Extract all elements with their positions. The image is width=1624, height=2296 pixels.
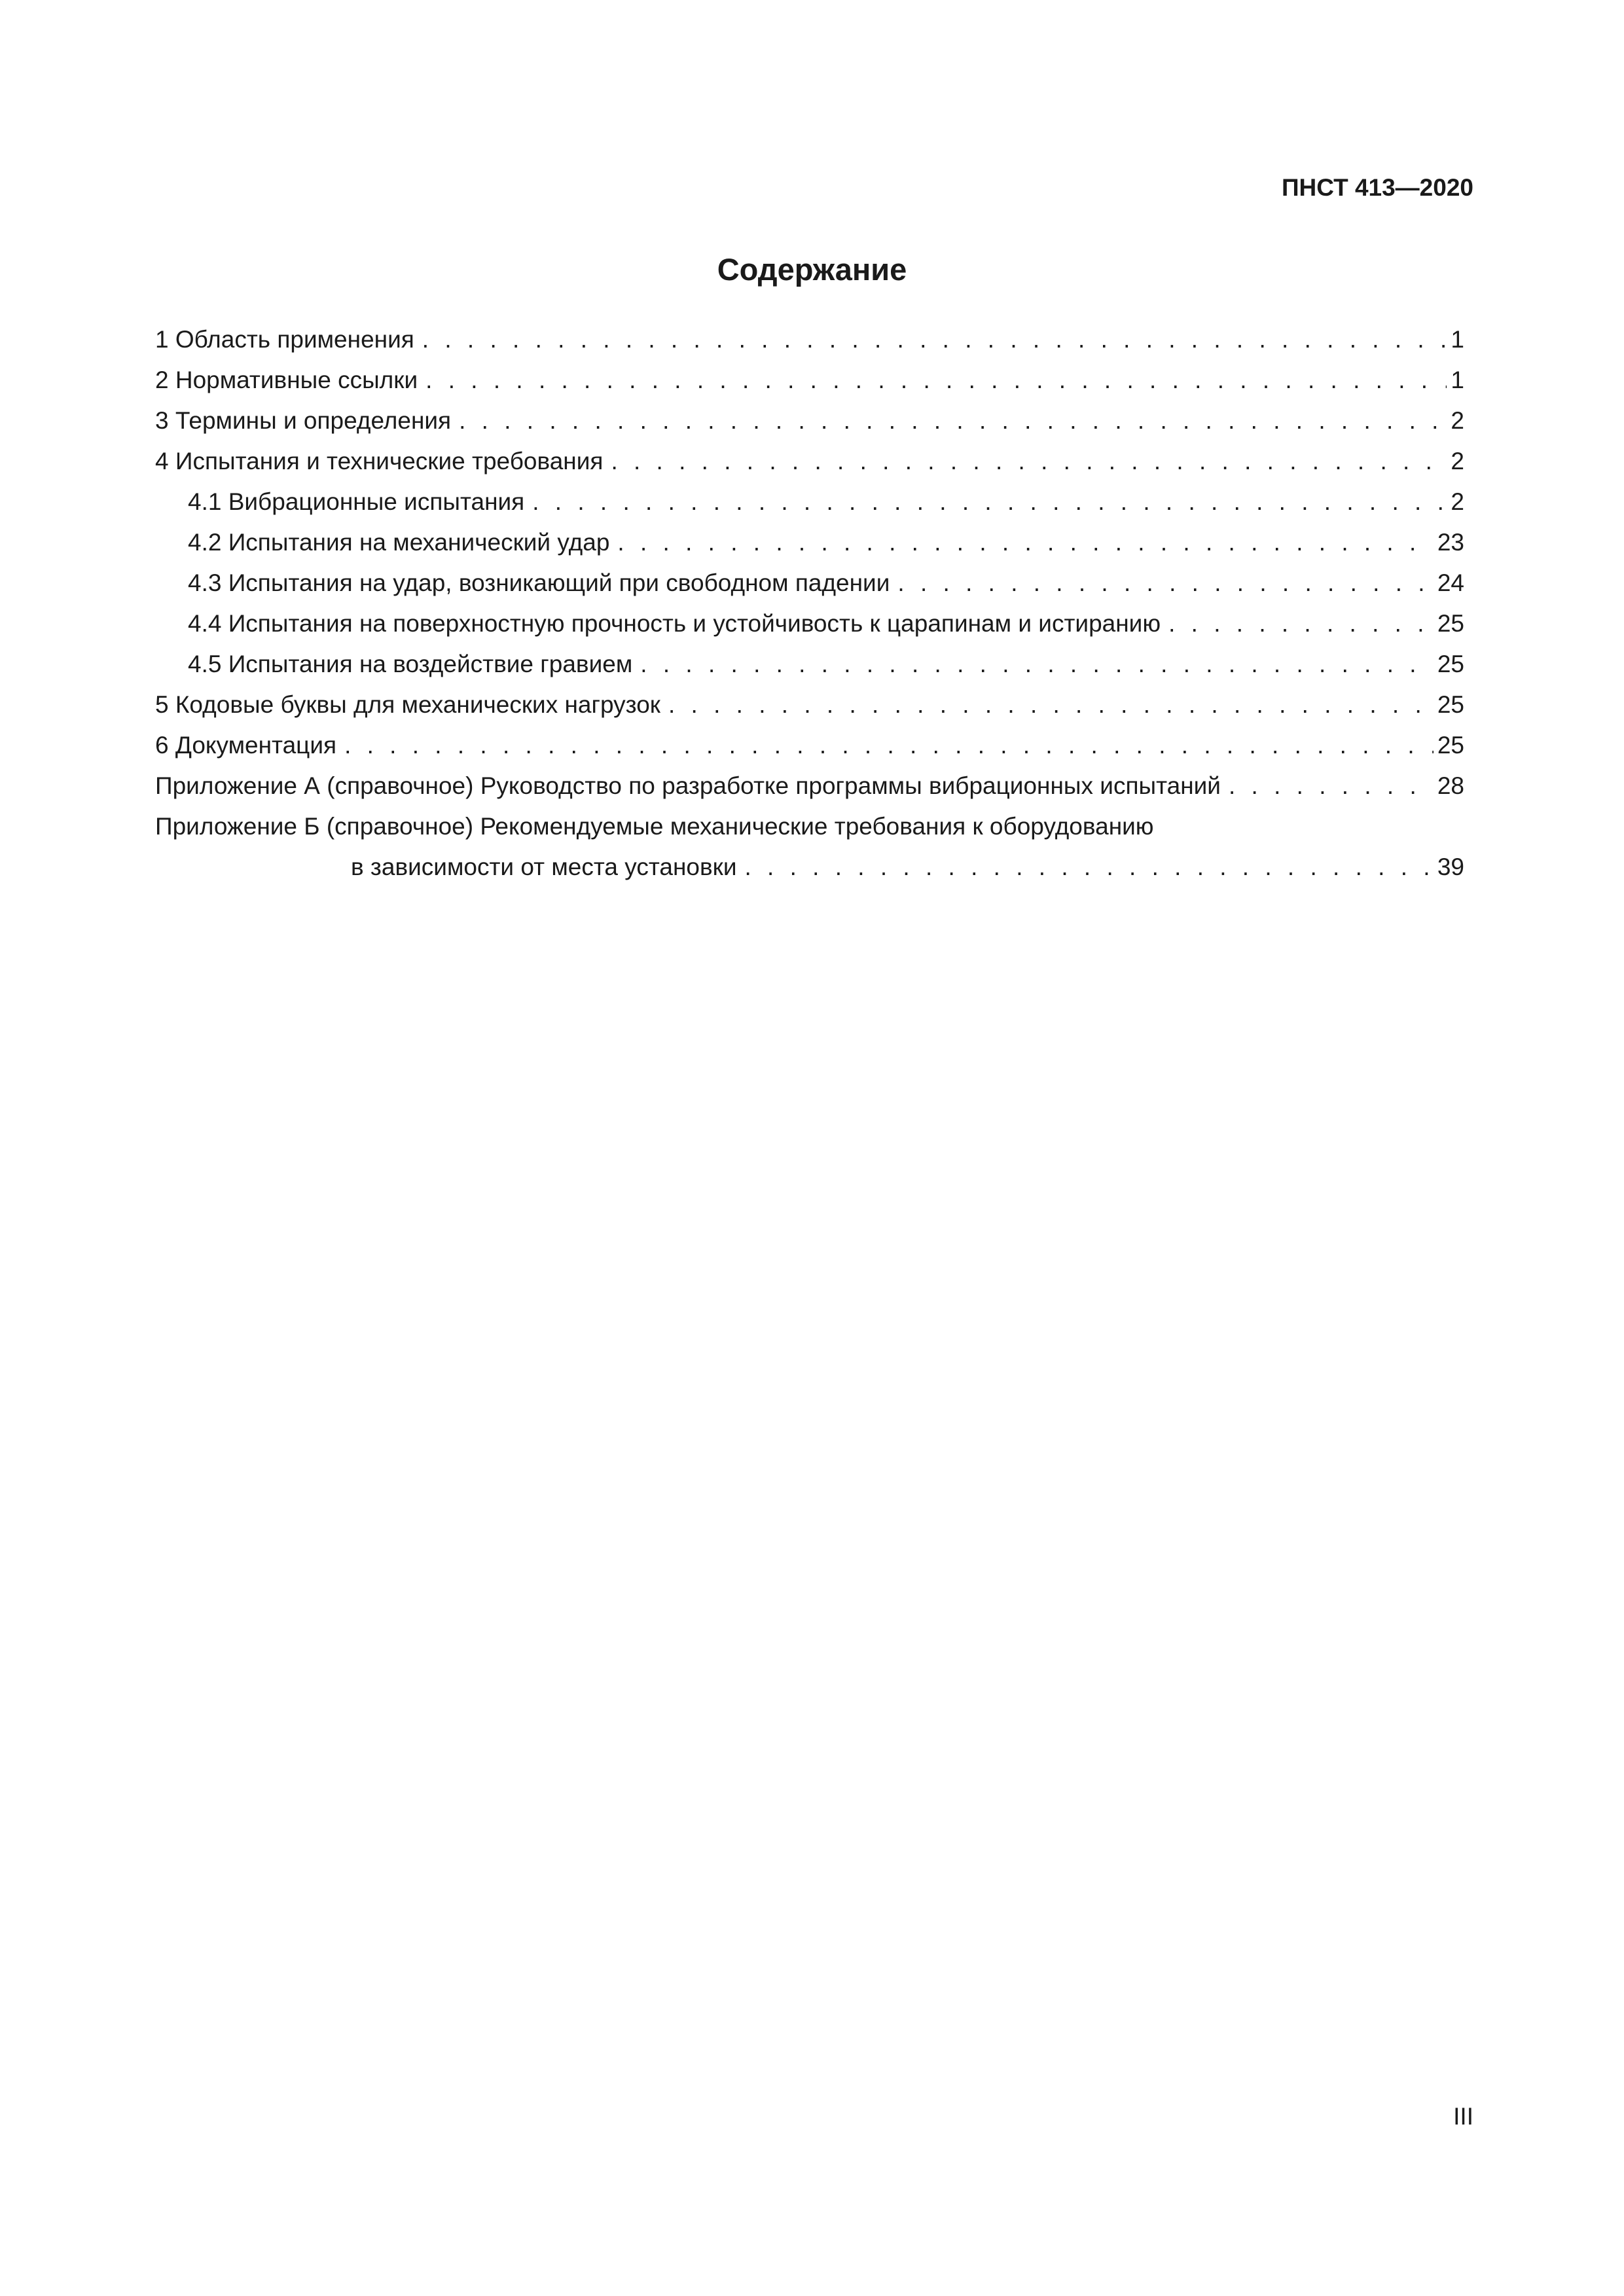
toc-entry-label: 4.2 Испытания на механический удар [188,529,610,556]
toc-entry-label-line2: в зависимости от места установки [351,853,737,880]
toc-entry-appendix-b[interactable] [155,806,1464,888]
toc-leader-dots [532,482,1447,522]
toc-entry-page: 2 [1451,448,1464,475]
toc-entry-label: 3 Термины и определения [155,407,452,434]
toc-subentry[interactable] [155,482,1464,522]
toc-entry-label: 4.5 Испытания на воздействие гравием [188,651,633,677]
toc-entry-label: 4.3 Испытания на удар, возникающий при свободном падении [188,569,890,596]
toc-entry-page: 28 [1437,772,1464,799]
toc-leader-dots [344,725,1434,766]
toc-leader-dots [422,319,1447,360]
toc-entry[interactable] [155,401,1464,441]
toc-entry[interactable] [155,319,1464,360]
toc-entry[interactable] [155,441,1464,482]
table-of-contents [155,319,1464,888]
toc-entry-page: 2 [1451,407,1464,434]
toc-subentry[interactable] [155,522,1464,563]
toc-title: Содержание [717,252,907,287]
toc-entry[interactable] [155,725,1464,766]
toc-leader-dots [668,685,1434,725]
toc-entry-label-line1: Приложение Б (справочное) Рекомендуемые механические требования к оборудованию [155,813,1154,840]
toc-entry-label: 2 Нормативные ссылки [155,367,418,393]
toc-leader-dots [1229,766,1434,806]
toc-subentry[interactable] [155,644,1464,685]
toc-entry-appendix-a[interactable] [155,766,1464,806]
toc-entry[interactable] [155,685,1464,725]
toc-entry-page: 1 [1451,326,1464,353]
toc-entry-label: 4 Испытания и технические требования [155,448,604,475]
toc-entry-page: 24 [1437,569,1464,596]
toc-entry-page: 39 [1437,853,1464,880]
toc-leader-dots [425,360,1447,401]
toc-subentry[interactable] [155,603,1464,644]
toc-leader-dots [897,563,1433,603]
toc-leader-dots [745,847,1434,888]
toc-entry-page: 25 [1437,651,1464,677]
toc-entry-page: 25 [1437,691,1464,718]
document-code: ПНСТ 413—2020 [1281,174,1473,201]
toc-subentry[interactable] [155,563,1464,603]
toc-entry-label: 6 Документация [155,732,337,759]
toc-entry[interactable] [155,360,1464,401]
toc-entry-page: 2 [1451,488,1464,515]
toc-entry-page: 25 [1437,610,1464,637]
toc-leader-dots [1168,603,1434,644]
toc-leader-dots [617,522,1433,563]
toc-entry-line2 [155,847,1464,888]
page-number: III [1453,2103,1473,2130]
toc-entry-page: 23 [1437,529,1464,556]
toc-entry-label: 4.1 Вибрационные испытания [188,488,525,515]
toc-entry-label: 1 Область применения [155,326,414,353]
toc-entry-label: Приложение А (справочное) Руководство по разработке программы вибрационных испытаний [155,772,1221,799]
toc-entry-label: 5 Кодовые буквы для механических нагрузок [155,691,660,718]
toc-entry-page: 25 [1437,732,1464,759]
toc-leader-dots [611,441,1447,482]
toc-entry-label: 4.4 Испытания на поверхностную прочность и устойчивость к царапинам и истиранию [188,610,1161,637]
toc-entry-page: 1 [1451,367,1464,393]
toc-leader-dots [459,401,1447,441]
toc-leader-dots [640,644,1434,685]
